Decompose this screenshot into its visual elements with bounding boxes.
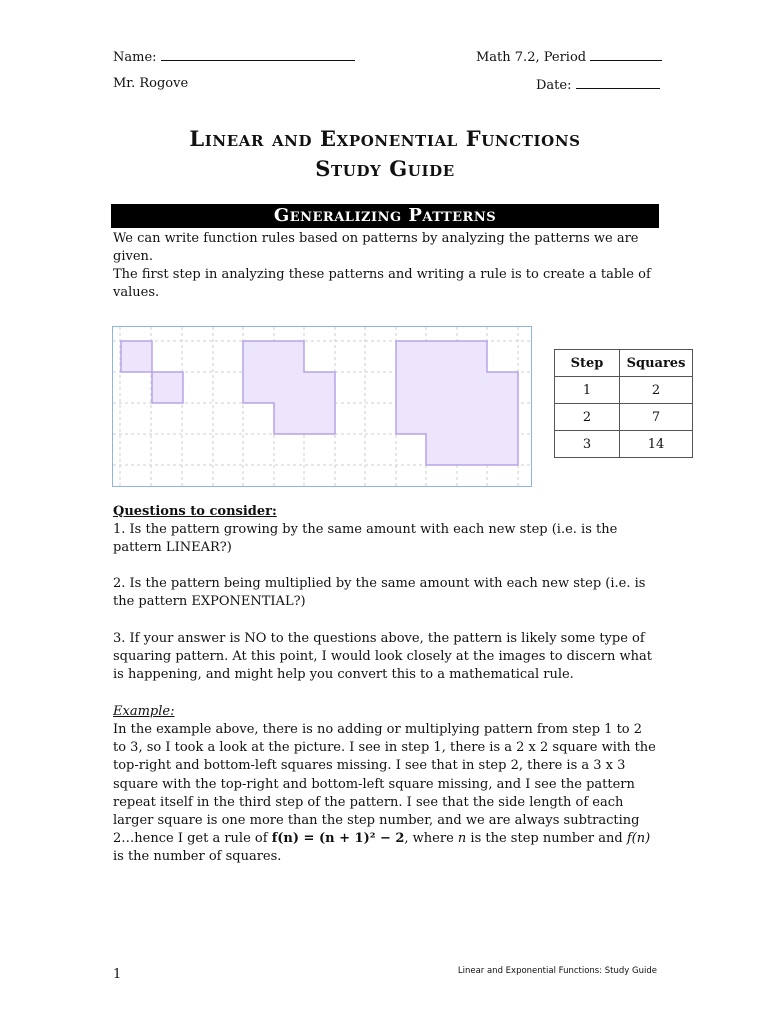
date-field [536, 76, 660, 94]
name-blank[interactable] [161, 48, 355, 61]
variable-n: n [457, 831, 467, 847]
values-table [554, 349, 693, 458]
pattern-grid [113, 327, 531, 486]
table-row [555, 377, 693, 404]
title-line-1: Linear and Exponential Functions [189, 126, 581, 151]
footer-title: Linear and Exponential Functions: Study Guide [457, 966, 657, 976]
example-label: Example: [113, 704, 175, 719]
intro-paragraph-1: We can write function rules based on patterns by analyzing the patterns we are given. [113, 231, 639, 265]
cell-squares: 7 [620, 404, 693, 431]
question-2: 2. Is the pattern being multiplied by the same amount with each new step (i.e. is the pattern EXPONENTIAL?) [113, 576, 646, 610]
name-field [113, 48, 355, 66]
example-body: In the example above, there is no adding or multiplying pattern from step 1 to 2 to 3, so I took a look at the picture. I see in step 1, there is a 2 x 2 square with the top-right and bottom-left squares missing. I see that in step 2, there is a 3 x 3 square with the top-right and bottom-left square missing, and I see the pattern repeat itself in the third step of the pattern. I see that the side length of each larger square is one more than the step number, and we are always subtracting 2…hence I get a rule of [113, 722, 656, 847]
period-blank[interactable] [590, 48, 662, 61]
cell-squares: 2 [620, 377, 693, 404]
question-1: 1. Is the pattern growing by the same amount with each new step (i.e. is the pattern LINEAR?) [113, 522, 618, 556]
table-row [555, 431, 693, 458]
pattern-figure [112, 326, 532, 487]
intro-paragraph-2: The first step in analyzing these patterns and writing a rule is to create a table of values. [113, 267, 651, 301]
header-squares: Squares [620, 350, 693, 377]
question-3: 3. If your answer is NO to the questions above, the pattern is likely some type of squaring pattern. At this point, I would look closely at the images to discern what is happening, and might help you convert this to a mathematical rule. [113, 631, 652, 683]
cell-step: 3 [555, 431, 620, 458]
table-row [555, 404, 693, 431]
step-1-shape [121, 341, 183, 403]
cell-step: 1 [555, 377, 620, 404]
cell-step: 2 [555, 404, 620, 431]
teacher-name: Mr. Rogove [113, 76, 189, 91]
example-text: In the example above, there is no adding or multiplying pattern from step 1 to 2 to 3, so I took a look at the picture. I see in step 1, there is a 2 x 2 square with the top-right and bottom-left squares missing. I see that in step 2, there is a 3 x 3 square with the top-right and bottom-left square missing, and I see the pattern repeat itself in the third step of the pattern. I see that the side length of each larger square is one more than the step number, and we are always subtracting 2…hence I get a rule of f(n) = (n + 1)² − 2, where n is the step number and f(n) is the number of squares. [113, 722, 656, 865]
page-number: 1 [113, 967, 122, 982]
class-label: Math 7.2, Period [476, 50, 587, 65]
variable-fn: f(n) [626, 831, 651, 847]
step-3-shape [396, 341, 518, 465]
section-heading: Generalizing Patterns [111, 204, 659, 228]
step-2-shape [243, 341, 335, 434]
name-label: Name: [113, 50, 157, 65]
header-step: Step [555, 350, 620, 377]
date-label: Date: [536, 78, 572, 93]
document-title [0, 124, 770, 184]
date-blank[interactable] [576, 76, 660, 89]
title-line-2: Study Guide [315, 156, 455, 181]
questions-heading: Questions to consider: [113, 504, 277, 519]
rule-formula: f(n) = (n + 1)² − 2 [271, 831, 405, 847]
period-field [476, 48, 662, 66]
cell-squares: 14 [620, 431, 693, 458]
table-header-row [555, 350, 693, 377]
